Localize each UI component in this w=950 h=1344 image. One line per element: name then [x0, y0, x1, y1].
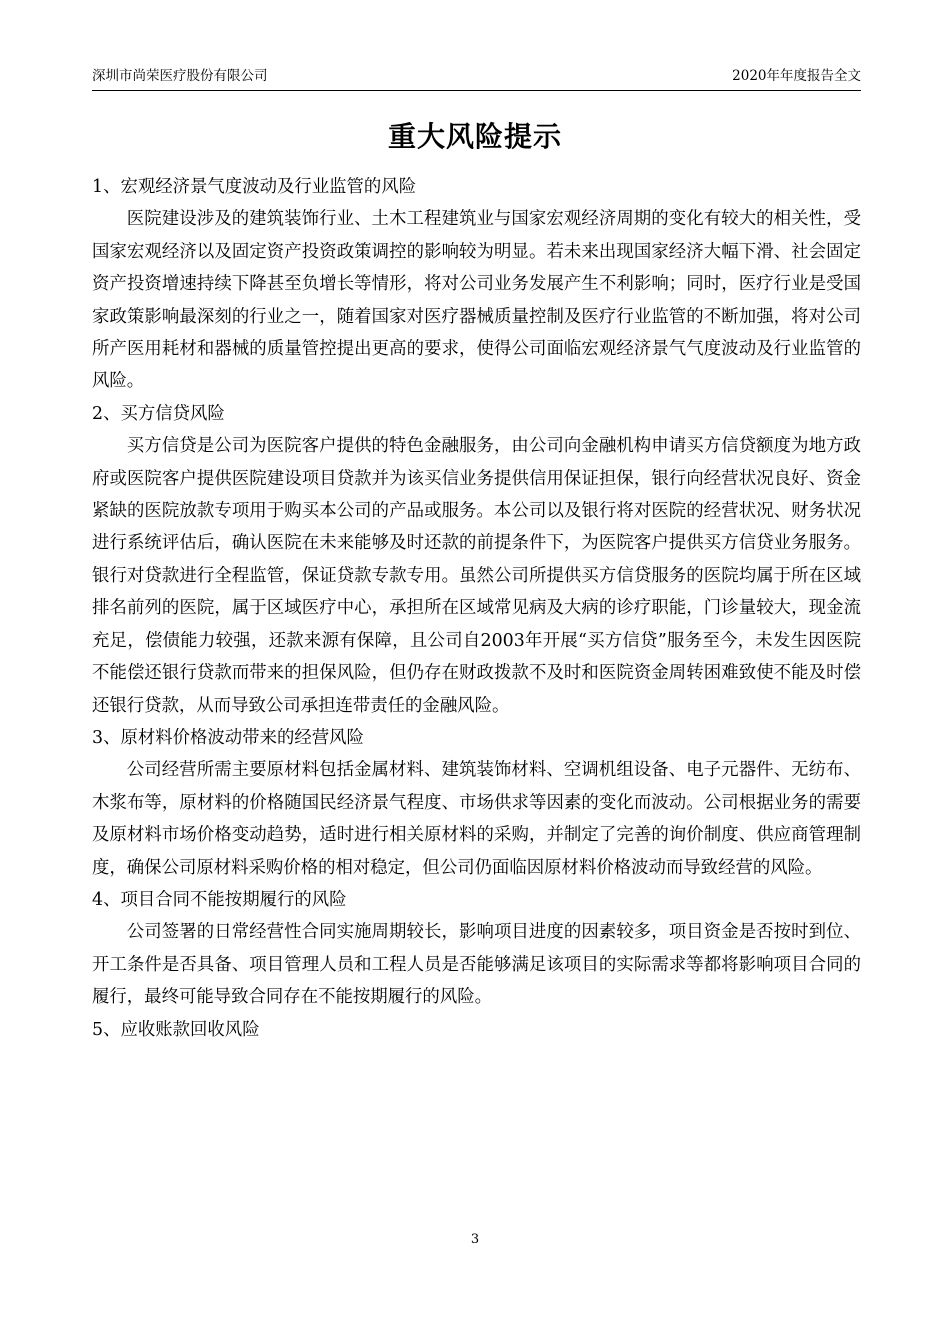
header-report-title: 2020年年度报告全文: [732, 68, 861, 84]
section-heading: 5、应收账款回收风险: [92, 1019, 260, 1040]
document-body: [92, 171, 861, 1046]
section-paragraph: 公司经营所需主要原材料包括金属材料、建筑装饰材料、空调机组设备、电子元器件、无纺布、木浆布等，原材料的价格随国民经济景气程度、市场供求等因素的变化而波动。公司根据业务的需要及原材料市场价格变动趋势，适时进行相关原材料的采购，并制定了完善的询价制度、供应商管理制度，确保公司原材料采购价格的相对稳定，但公司仍面临因原材料价格波动而导致经营的风险。: [92, 760, 861, 878]
page-title: 重大风险提示: [387, 120, 562, 153]
section-heading: 4、项目合同不能按期履行的风险: [92, 889, 347, 910]
section-paragraph: 公司签署的日常经营性合同实施周期较长，影响项目进度的因素较多，项目资金是否按时到位、开工条件是否具备、项目管理人员和工程人员是否能够满足该项目的实际需求等都将影响项目合同的履行，最终可能导致合同存在不能按期履行的风险。: [92, 922, 861, 1008]
header-company: 深圳市尚荣医疗股份有限公司: [92, 68, 268, 84]
section-paragraph: 买方信贷是公司为医院客户提供的特色金融服务，由公司向金融机构申请买方信贷额度为地方政府或医院客户提供医院建设项目贷款并为该买信业务提供信用保证担保，银行向经营状况良好、资金紧缺的医院放款专项用于购买本公司的产品或服务。本公司以及银行将对医院的经营状况、财务状况进行系统评估后，确认医院在未来能够及时还款的前提条件下，为医院客户提供买方信贷业务服务。银行对贷款进行全程监管，保证贷款专款专用。虽然公司所提供买方信贷服务的医院均属于所在区域排名前列的医院，属于区域医疗中心，承担所在区域常见病及大病的诊疗职能，门诊量较大，现金流充足，偿债能力较强，还款来源有保障，且公司自2003年开展“买方信贷”服务至今，未发生因医院不能偿还银行贷款而带来的担保风险，但仍存在财政拨款不及时和医院资金周转困难致使不能及时偿还银行贷款，从而导致公司承担连带责任的金融风险。: [92, 436, 861, 716]
section-heading: 1、宏观经济景气度波动及行业监管的风险: [92, 177, 417, 197]
page-header: [92, 62, 861, 91]
page-number: 3: [470, 1232, 480, 1247]
section-paragraph: 医院建设涉及的建筑装饰行业、土木工程建筑业与国家宏观经济周期的变化有较大的相关性，受国家宏观经济以及固定资产投资政策调控的影响较为明显。若未来出现国家经济大幅下滑、社会固定资产投资增速持续下降甚至负增长等情形，将对公司业务发展产生不利影响；同时，医疗行业是受国家政策影响最深刻的行业之一，随着国家对医疗器械质量控制及医疗行业监管的不断加强，将对公司所产医用耗材和器械的质量管控提出更高的要求，使得公司面临宏观经济景气气度波动及行业监管的风险。: [92, 209, 861, 392]
section-heading: 2、买方信贷风险: [92, 403, 225, 424]
section-heading: 3、原材料价格波动带来的经营风险: [92, 727, 364, 748]
